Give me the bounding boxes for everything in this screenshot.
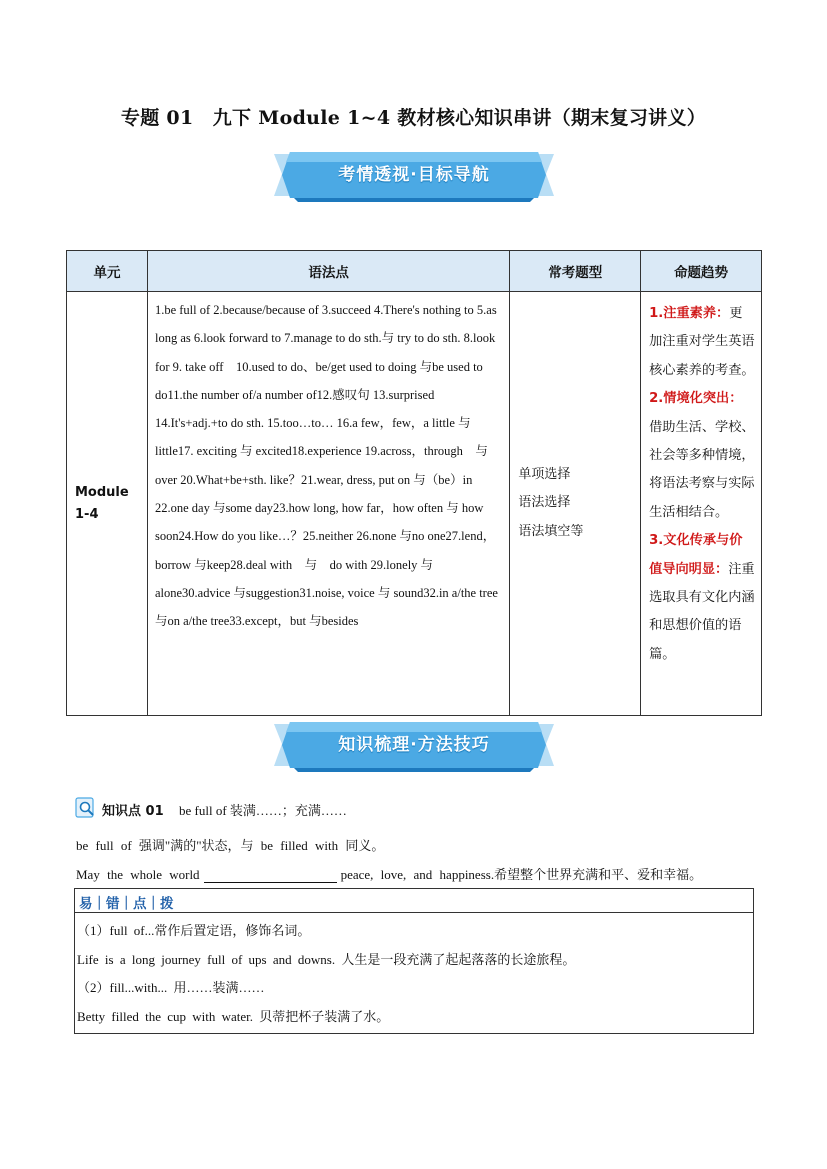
- trend-label: 3.文化传承与价值导向明显：: [649, 533, 743, 577]
- table-header-row: [67, 251, 762, 292]
- table-row: [67, 292, 762, 716]
- question-type-item: 语法选择: [518, 495, 571, 511]
- overview-table: [66, 250, 762, 716]
- unit-label: Module 1-4: [75, 484, 129, 522]
- tip-line: （1）full of...常作后置定语，修饰名词。: [77, 923, 311, 938]
- tip-box: [74, 888, 754, 1034]
- trend-text: 更加注重对学生英语核心素养的考查。: [649, 306, 755, 378]
- exercise-text-after: peace, love, and happiness.希望整个世界充满和平、爱和幸福。: [340, 867, 703, 882]
- knowledge-point-number: 知识点 01: [102, 804, 164, 819]
- magnifier-icon: [75, 797, 97, 819]
- header-grammar: 语法点: [147, 251, 509, 292]
- trend-text: 借助生活、学校、社会等多种情境，将语法考察与实际生活相结合。: [649, 419, 755, 520]
- trend-label: 2.情境化突出：: [649, 391, 743, 407]
- question-type-item: 语法填空等: [518, 523, 584, 539]
- tip-line: Betty filled the cup with water. 贝蒂把杯子装满了水。: [77, 1009, 390, 1024]
- question-types-cell: [510, 292, 641, 716]
- trend-label: 1.注重素养：: [649, 306, 730, 321]
- answer-blank[interactable]: [204, 869, 337, 883]
- trend-item: [649, 385, 755, 527]
- header-trend: 命题趋势: [641, 251, 762, 292]
- header-question-type: 常考题型: [510, 251, 641, 292]
- tip-line: Life is a long journey full of ups and downs. 人生是一段充满了起起落落的长途旅程。: [77, 952, 576, 967]
- banner-label: 考情透视·目标导航: [338, 165, 490, 185]
- banner-label: 知识梳理·方法技巧: [338, 735, 490, 755]
- grammar-points-cell: 1.be full of 2.because/because of 3.succeed 4.There's nothing to 5.as long as 6.look forward to 7.manage to do sth.与 try to do sth. 8.look for 9. take off 10.used to do、be/get used to doing 与be used to do11.the number of/a number of12.感叹句 13.surprised 14.It's+adj.+to do sth. 15.too…to… 16.a few，few，a little 与little17. exciting 与 excited18.experience 19.across，through 与 over 20.What+be+sth. like？21.wear, dress, put on 与（be）in 22.one day 与some day23.how long, how far，how often 与 how soon24.How do you like…？25.neither 26.none 与no one27.lend，borrow 与keep28.deal with 与 do with 29.lonely 与alone30.advice 与suggestion31.noise, voice 与 sound32.in a/the tree与on a/the tree33.except，but 与besides: [147, 292, 509, 716]
- knowledge-point-description: be full of 装满……；充满……: [179, 803, 347, 818]
- exercise-line: [76, 864, 702, 883]
- section-banner-knowledge: [274, 722, 554, 772]
- tip-box-title: 易｜错｜点｜拨: [79, 896, 174, 912]
- section-banner-exam-overview: [274, 152, 554, 202]
- divider: [75, 912, 753, 913]
- header-unit: 单元: [67, 251, 148, 292]
- exercise-text-before: May the whole world: [76, 867, 200, 882]
- trend-text: 注重选取具有文化内涵和思想价值的语篇。: [649, 561, 755, 662]
- trends-cell: [641, 292, 762, 716]
- trend-item: [649, 527, 755, 669]
- document-title: 专题 01 九下 Module 1~4 教材核心知识串讲（期末复习讲义）: [120, 107, 707, 129]
- question-type-item: 单项选择: [518, 466, 571, 482]
- unit-cell: [67, 292, 148, 716]
- trend-item: [649, 300, 755, 385]
- tip-line: （2）fill...with... 用……装满……: [77, 980, 265, 995]
- explanation-line: be full of 强调"满的"状态，与 be filled with 同义。: [76, 838, 385, 853]
